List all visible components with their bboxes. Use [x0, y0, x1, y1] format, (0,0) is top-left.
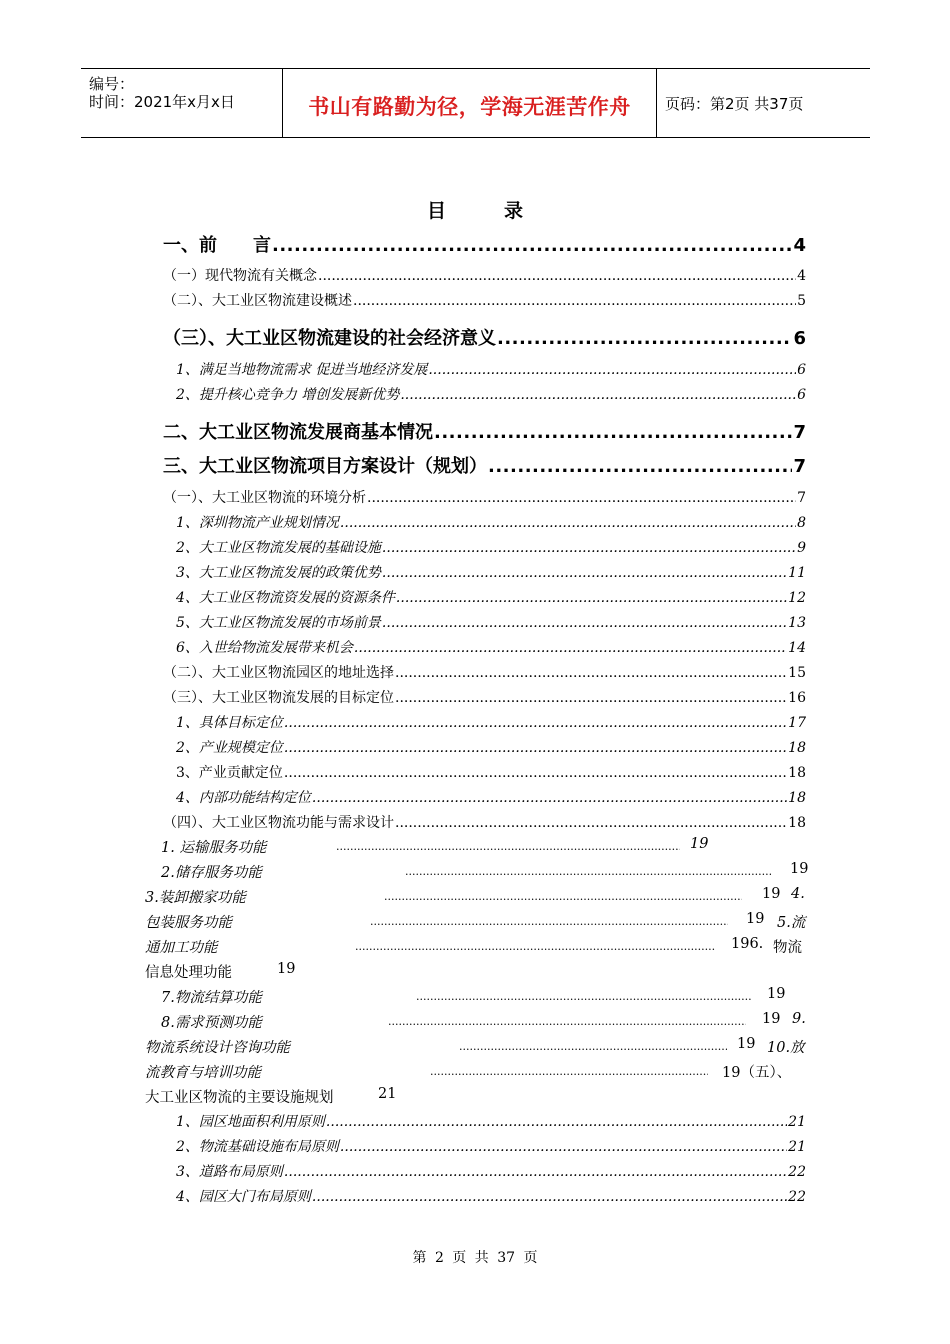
toc-leader [272, 235, 792, 256]
header-motto: 书山有路勤为径，学海无涯苦作舟 [308, 95, 631, 119]
toc-entry-text: 3、产业贡献定位 [176, 765, 283, 781]
toc-leader [488, 456, 792, 477]
toc-entry[interactable] [163, 662, 806, 682]
page-footer: 第 2 页 共 37 页 [412, 1250, 538, 1266]
toc-entry[interactable] [176, 359, 806, 379]
toc-broken-page: 19（五）、 [722, 1065, 792, 1081]
toc-entry[interactable] [163, 265, 806, 285]
toc-leader [405, 865, 771, 878]
toc-entry-text: 2、产业规模定位 [176, 740, 283, 756]
toc-broken-text: 物流系统设计咨询功能 [145, 1040, 290, 1056]
toc-leader [382, 615, 787, 631]
toc-entry-page: 17 [788, 715, 806, 731]
toc-entry-text: 3、道路布局原则 [176, 1164, 283, 1180]
toc-entry-text: 6、入世给物流发展带来机会 [176, 640, 353, 656]
toc-broken-tail: 10.放 [767, 1040, 805, 1056]
toc-leader [395, 815, 787, 831]
toc-entry-page: 6 [797, 362, 806, 378]
toc-entry[interactable] [176, 1161, 806, 1181]
toc-entry[interactable] [176, 1136, 806, 1156]
toc-title: 目录 [426, 200, 581, 222]
page-header [81, 68, 870, 138]
toc-entry-text: 1、深圳物流产业规划情况 [176, 515, 339, 531]
toc-entry[interactable] [163, 231, 806, 257]
toc-entry-page: 7 [793, 422, 806, 443]
toc-entry[interactable] [176, 562, 806, 582]
toc-broken-tail: 9. [792, 1011, 806, 1027]
toc-entry-page: 21 [788, 1114, 806, 1130]
toc-entry-text: 三、大工业区物流项目方案设计（规划） [163, 456, 487, 477]
toc-broken-text: 信息处理功能 [145, 965, 232, 981]
toc-leader [428, 362, 796, 378]
toc-entry-page: 12 [788, 590, 806, 606]
toc-entry-page: 15 [788, 665, 806, 681]
toc-leader [284, 740, 787, 756]
toc-leader [382, 540, 796, 556]
toc-broken-tail: 4. [791, 886, 805, 902]
toc-broken-page: 19 [790, 861, 809, 877]
toc-leader [396, 590, 787, 606]
toc-entry-page: 18 [788, 765, 806, 781]
toc-entry-page: 6 [793, 328, 806, 349]
toc-broken-page: 196. [731, 936, 764, 952]
toc-leader [416, 990, 752, 1003]
toc-entry-page: 14 [788, 640, 806, 656]
toc-leader [434, 422, 792, 443]
toc-entry-page: 13 [788, 615, 806, 631]
toc-broken-text: 大工业区物流的主要设施规划 [145, 1090, 334, 1106]
toc-entry[interactable] [176, 512, 806, 532]
toc-leader [340, 1139, 787, 1155]
toc-leader [284, 715, 787, 731]
toc-leader [355, 940, 715, 953]
toc-entry-text: （三）、大工业区物流建设的社会经济意义 [163, 328, 496, 349]
toc-entry[interactable] [163, 452, 806, 478]
toc-broken-tail: 5.流 [777, 915, 806, 931]
toc-entry-text: 3、大工业区物流发展的政策优势 [176, 565, 381, 581]
toc-broken-text: 包装服务功能 [145, 915, 232, 931]
toc-broken-page: 21 [378, 1086, 397, 1102]
toc-entry-page: 18 [788, 740, 806, 756]
toc-leader [382, 565, 787, 581]
toc-leader [430, 1065, 708, 1078]
toc-leader [326, 1114, 787, 1130]
toc-leader [318, 268, 796, 284]
toc-leader [354, 640, 787, 656]
toc-broken-text: 3.装卸搬家功能 [145, 890, 246, 906]
toc-leader [497, 328, 792, 349]
toc-entry[interactable] [176, 537, 806, 557]
toc-entry-page: 7 [797, 490, 806, 506]
toc-leader [312, 790, 787, 806]
toc-entry[interactable] [176, 787, 806, 807]
toc-entry[interactable] [163, 324, 806, 350]
toc-entry-text: （四）、大工业区物流功能与需求设计 [163, 815, 394, 831]
header-number: 编号： [89, 75, 135, 93]
toc-entry-page: 16 [788, 690, 806, 706]
toc-entry-page: 18 [788, 790, 806, 806]
toc-entry-text: （一）、大工业区物流的环境分析 [163, 490, 366, 506]
toc-entry-page: 11 [788, 565, 806, 581]
toc-broken-page: 19 [277, 961, 296, 977]
toc-entry-text: 1、具体目标定位 [176, 715, 283, 731]
toc-leader [367, 490, 796, 506]
toc-leader [395, 690, 787, 706]
toc-broken-text: 流教育与培训功能 [145, 1065, 261, 1081]
header-page-cell [656, 69, 870, 137]
toc-leader [336, 840, 680, 853]
toc-broken-page: 19 [690, 836, 709, 852]
toc-entry-text: （三）、大工业区物流发展的目标定位 [163, 690, 394, 706]
toc-entry-page: 22 [788, 1164, 806, 1180]
toc-entry-page: 6 [797, 387, 806, 403]
toc-entry-page: 5 [797, 293, 806, 309]
toc-entry[interactable] [176, 737, 806, 757]
toc-entry-text: 5、大工业区物流发展的市场前景 [176, 615, 381, 631]
toc-entry[interactable] [163, 487, 806, 507]
toc-entry-page: 21 [788, 1139, 806, 1155]
toc-leader [388, 1015, 746, 1028]
toc-entry-text: （一）现代物流有关概念 [163, 268, 317, 284]
toc-entry-page: 22 [788, 1189, 806, 1205]
toc-entry-page: 4 [797, 268, 806, 284]
toc-broken-page: 19 [737, 1036, 756, 1052]
toc-broken-page: 19 [762, 886, 781, 902]
toc-broken-tail: 物流 [773, 940, 802, 956]
toc-leader [284, 765, 787, 781]
toc-entry-text: 4、内部功能结构定位 [176, 790, 311, 806]
toc-entry-text: 一、前 言 [163, 235, 271, 256]
toc-broken-text: 1. 运输服务功能 [161, 840, 267, 856]
toc-entry-page: 18 [788, 815, 806, 831]
toc-entry[interactable] [176, 762, 806, 782]
header-time: 时间：2021年x月x日 [89, 93, 235, 111]
toc-entry-text: 2、提升核心竞争力 增创发展新优势 [176, 387, 400, 403]
toc-broken-text: 8.需求预测功能 [161, 1015, 262, 1031]
toc-leader [459, 1040, 727, 1053]
header-meta [81, 69, 282, 137]
toc-broken-text: 2.储存服务功能 [161, 865, 262, 881]
toc-entry[interactable] [163, 687, 806, 707]
toc-entry-text: （二）、大工业区物流建设概述 [163, 293, 352, 309]
toc-entry-text: 二、大工业区物流发展商基本情况 [163, 422, 433, 443]
toc-entry[interactable] [163, 290, 806, 310]
toc-entry-page: 4 [793, 235, 806, 256]
toc-entry-text: 4、园区大门布局原则 [176, 1189, 311, 1205]
toc-entry-page: 7 [793, 456, 806, 477]
header-page-number: 页码：第2页 共37页 [665, 95, 804, 113]
toc-entry[interactable] [176, 1111, 806, 1131]
toc-entry-page: 9 [797, 540, 806, 556]
toc-leader [395, 665, 787, 681]
toc-entry[interactable] [176, 1186, 806, 1206]
toc-entry[interactable] [176, 587, 806, 607]
toc-entry-text: 1、满足当地物流需求 促进当地经济发展 [176, 362, 428, 378]
toc-entry-page: 8 [797, 515, 806, 531]
toc-entry[interactable] [176, 612, 806, 632]
toc-leader [284, 1164, 787, 1180]
toc-leader [400, 387, 796, 403]
toc-broken-text: 7.物流结算功能 [161, 990, 262, 1006]
toc-leader [384, 890, 742, 903]
toc-leader [353, 293, 796, 309]
toc-leader [370, 915, 728, 928]
toc-entry[interactable] [163, 418, 806, 444]
toc-entry-text: （二）、大工业区物流园区的地址选择 [163, 665, 394, 681]
toc-broken-text: 通加工功能 [145, 940, 218, 956]
toc-broken-page: 19 [767, 986, 786, 1002]
toc-leader [312, 1189, 787, 1205]
toc-entry-text: 4、大工业区物流资发展的资源条件 [176, 590, 395, 606]
toc-entry[interactable] [176, 637, 806, 657]
toc-leader [340, 515, 796, 531]
toc-entry[interactable] [176, 712, 806, 732]
toc-entry-text: 2、物流基础设施布局原则 [176, 1139, 339, 1155]
header-motto-cell [282, 69, 657, 137]
toc-entry[interactable] [176, 384, 806, 404]
toc-broken-page: 19 [746, 911, 765, 927]
toc-entry-text: 1、园区地面积利用原则 [176, 1114, 325, 1130]
toc-entry-text: 2、大工业区物流发展的基础设施 [176, 540, 381, 556]
toc-entry[interactable] [163, 812, 806, 832]
toc-broken-page: 19 [762, 1011, 781, 1027]
